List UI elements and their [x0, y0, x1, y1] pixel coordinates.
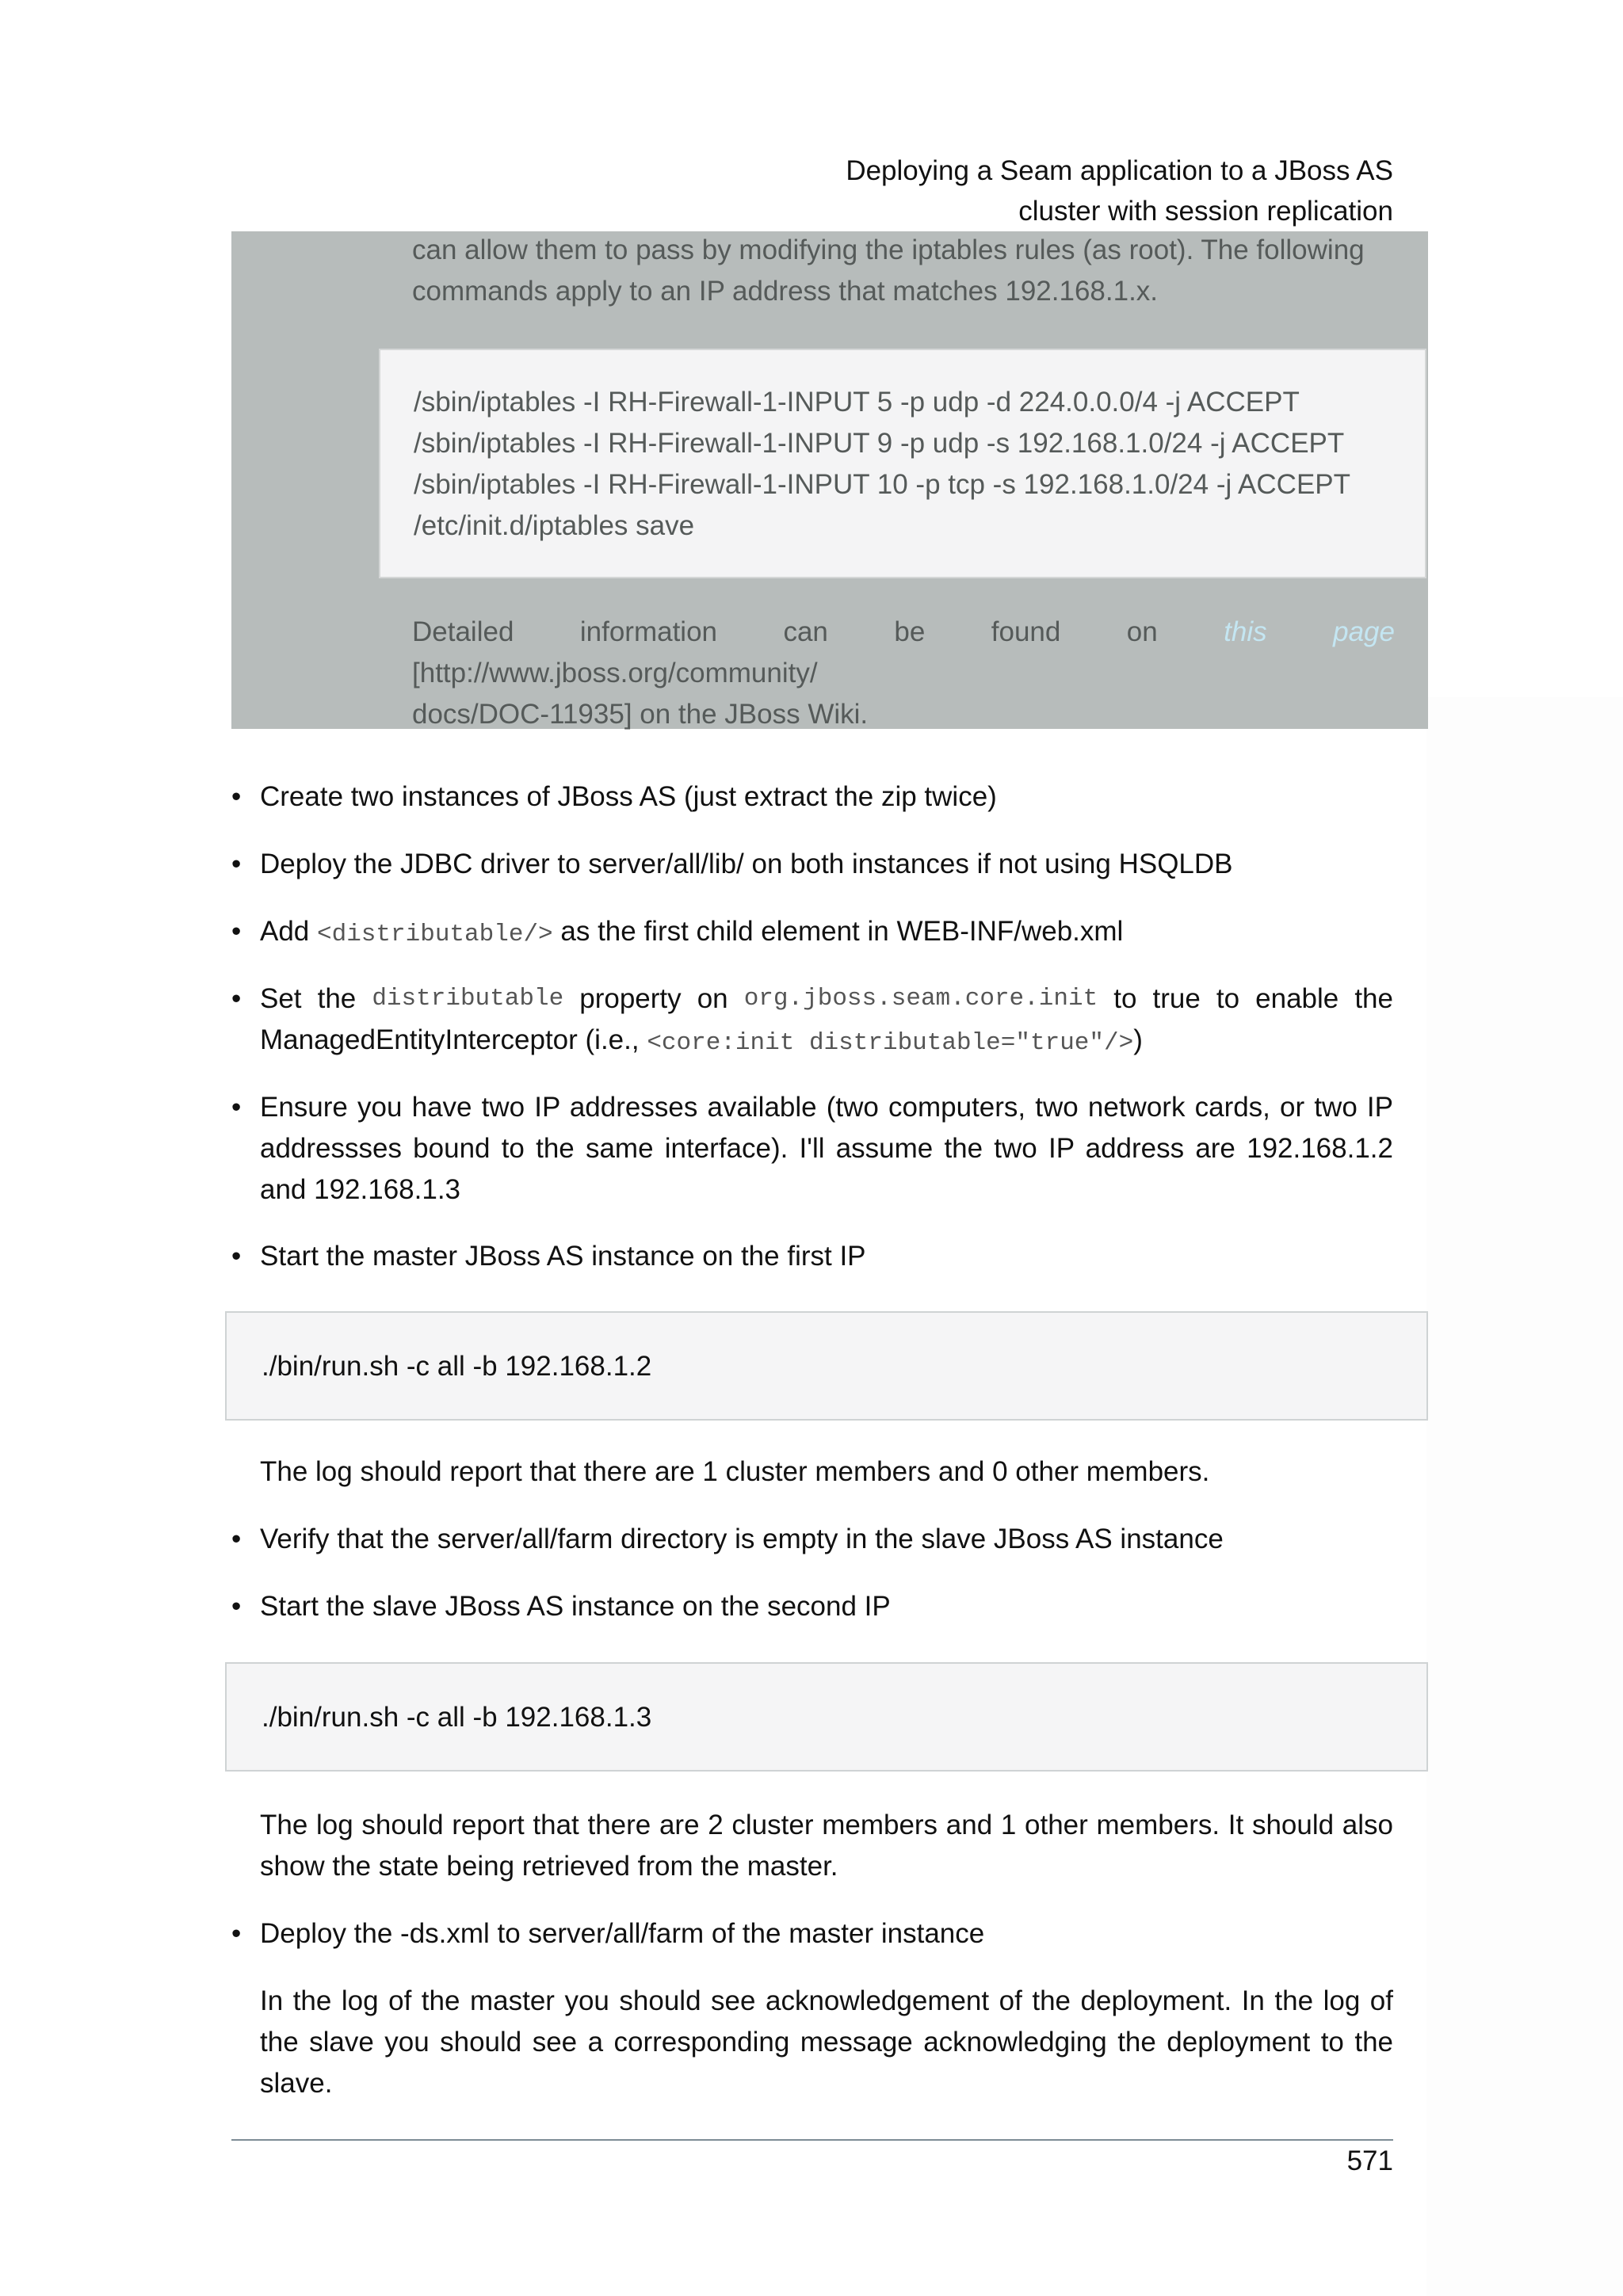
bullet: • — [231, 1591, 242, 1622]
log-deploy-paragraph: In the log of the master you should see acknowledgement of the deployment. In the log of the slave you should see a corresponding message acknowledging the deployment to the slave. — [260, 1985, 1393, 2099]
word: Set — [260, 983, 302, 1014]
word: to — [1216, 983, 1240, 1014]
note-intro-line-1: can allow them to pass by modifying the iptables rules (as root). The following — [412, 235, 1365, 265]
word: on — [697, 983, 728, 1014]
code-line: /etc/init.d/iptables save — [414, 510, 695, 541]
code-line: /sbin/iptables -I RH-Firewall-1-INPUT 10 -p tcp -s 192.168.1.0/24 -j ACCEPT — [414, 469, 1351, 500]
list-item-text: as the first child element in WEB-INF/web.xml — [552, 916, 1124, 947]
inline-code: <core:init distributable="true"/> — [647, 1029, 1134, 1057]
header-line-1: Deploying a Seam application to a JBoss AS — [846, 155, 1393, 186]
word: property — [579, 983, 682, 1014]
list-item-deploy-jdbc — [231, 844, 1393, 885]
list-item-text: ) — [1133, 1024, 1143, 1055]
word: true — [1152, 983, 1201, 1014]
bullet: • — [231, 1918, 242, 1949]
word: the — [1354, 983, 1393, 1014]
log-master-paragraph: The log should report that there are 1 cluster members and 0 other members. — [260, 1456, 1210, 1487]
note-detail-text — [412, 612, 1395, 735]
list-item-verify-farm — [231, 1519, 1393, 1560]
list-item-text: Start the master JBoss AS instance on the first IP — [260, 1241, 866, 1272]
list-item-create-instances — [231, 776, 1393, 818]
footer-divider — [231, 2139, 1393, 2141]
bullet: • — [231, 1524, 242, 1554]
list-item-text: Add — [260, 916, 317, 947]
note-intro-text — [412, 230, 1395, 312]
code-line: /sbin/iptables -I RH-Firewall-1-INPUT 9 -p udp -s 192.168.1.0/24 -j ACCEPT — [414, 428, 1345, 459]
running-header — [680, 151, 1393, 231]
list-item-start-slave — [231, 1586, 1393, 1627]
detail-prefix: Detailed information can be found on — [412, 616, 1224, 647]
inline-code: org.jboss.seam.core.init — [743, 985, 1098, 1013]
list-item-text: Deploy the -ds.xml to server/all/farm of the master instance — [260, 1918, 985, 1949]
word: the — [317, 983, 357, 1014]
word: enable — [1255, 983, 1339, 1014]
inline-code: <distributable/> — [317, 921, 553, 948]
header-line-2: cluster with session replication — [1018, 196, 1393, 227]
master-command-block — [225, 1311, 1428, 1421]
list-item-text: Create two instances of JBoss AS (just extract the zip twice) — [260, 781, 997, 812]
list-item-text: Verify that the server/all/farm directory is empty in the slave JBoss AS instance — [260, 1524, 1224, 1554]
note-intro-line-2: commands apply to an IP address that matches 192.168.1.x. — [412, 276, 1159, 307]
this-page-link[interactable]: this page — [1224, 616, 1395, 647]
detail-url-part-1: [http://www.jboss.org/community/ — [412, 658, 818, 688]
bullet: • — [231, 781, 242, 812]
bullet: • — [231, 849, 242, 879]
list-item-set-distributable — [231, 978, 1393, 1064]
bullet: • — [231, 983, 242, 1014]
code-line: ./bin/run.sh -c all -b 192.168.1.2 — [262, 1351, 652, 1382]
code-line: /sbin/iptables -I RH-Firewall-1-INPUT 5 -p udp -d 224.0.0.0/4 -j ACCEPT — [414, 387, 1300, 418]
iptables-code-block — [379, 349, 1426, 578]
list-item-ensure-ip — [231, 1087, 1393, 1211]
page-edge-shade — [1426, 697, 1623, 2296]
bullet: • — [231, 916, 242, 947]
list-item-text: Start the slave JBoss AS instance on the second IP — [260, 1591, 891, 1622]
list-item-add-distributable — [231, 911, 1393, 955]
inline-code: distributable — [372, 985, 564, 1013]
list-item-deploy-ds — [231, 1913, 1393, 1955]
word: to — [1113, 983, 1137, 1014]
page-number: 571 — [1346, 2145, 1393, 2176]
list-item-text: Deploy the JDBC driver to server/all/lib/ on both instances if not using HSQLDB — [260, 849, 1233, 879]
list-item-text: ManagedEntityInterceptor (i.e., — [260, 1024, 647, 1055]
bullet: • — [231, 1092, 242, 1123]
bullet: • — [231, 1241, 242, 1272]
list-item-start-master — [231, 1236, 1393, 1277]
detail-url-part-2: docs/DOC-11935] on the JBoss Wiki. — [412, 699, 869, 730]
log-slave-paragraph: The log should report that there are 2 cluster members and 1 other members. It should also show the state being retrieved from the master. — [260, 1810, 1393, 1882]
list-item-text: Ensure you have two IP addresses available (two computers, two network cards, or two IP addressses bound to the same interface). I'll assume the two IP address are 192.168.1.2 and 192.168.1.3 — [260, 1092, 1393, 1205]
code-line: ./bin/run.sh -c all -b 192.168.1.3 — [262, 1702, 652, 1733]
slave-command-block — [225, 1662, 1428, 1772]
